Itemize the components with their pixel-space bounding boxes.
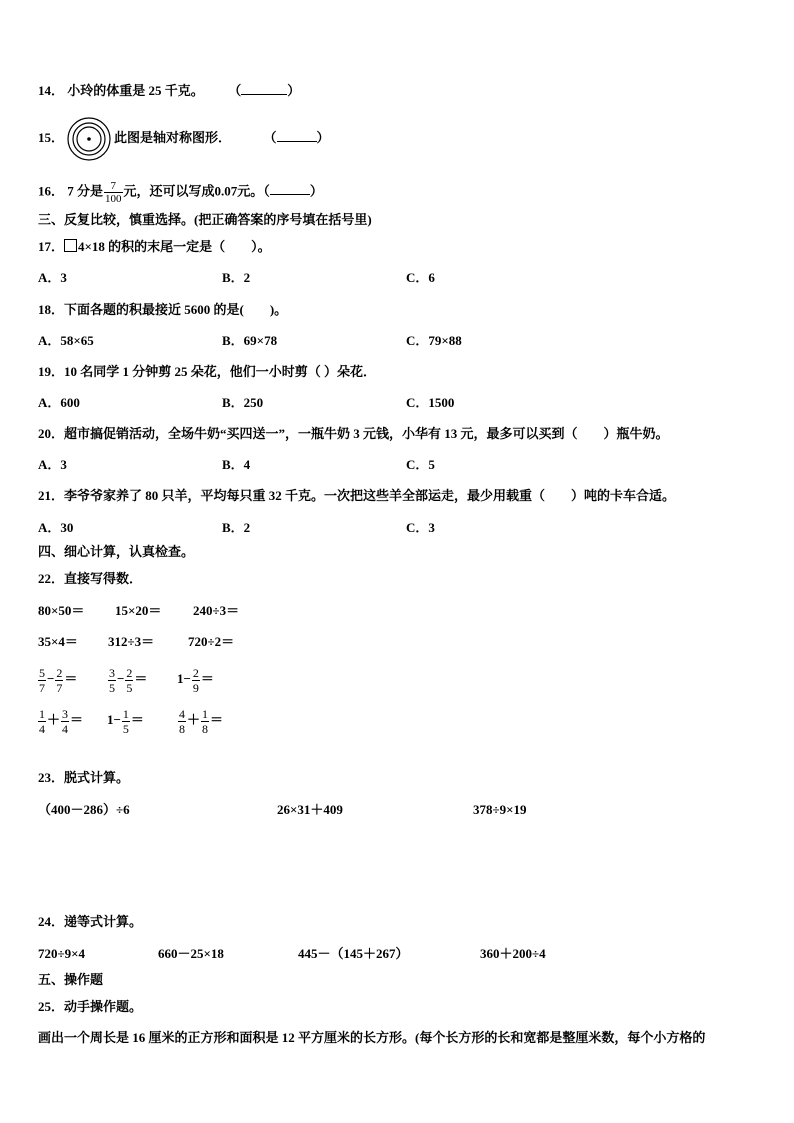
question-text: 4×18 的积的末尾一定是（ ）。	[78, 239, 271, 254]
fraction-calc-item: $\frac{1}{4}$ ＋ $\frac{3}{4}$ ＝	[39, 706, 84, 736]
question-number: 25．	[38, 999, 65, 1014]
calc-item: 240÷3＝	[193, 603, 240, 618]
question-text: 此图是轴对称图形．	[114, 130, 232, 145]
question-15	[38, 129, 64, 147]
calc-item: （400－286）÷6	[38, 802, 130, 817]
fraction-calc-item: 1− $\frac{1}{5}$ ＝	[107, 706, 144, 736]
question-number: 18．	[38, 302, 65, 317]
question-25-body: 画出一个周长是 16 厘米的正方形和面积是 12 平方厘米的长方形。(每个长方形的长和宽都是整厘米数，每个小方格的	[38, 1030, 706, 1045]
calc-item: 378÷9×19	[473, 802, 527, 817]
question-number: 15．	[38, 130, 65, 145]
answer-blank[interactable]	[277, 129, 317, 142]
calc-item: 360＋200÷4	[480, 946, 546, 961]
answer-blank[interactable]	[241, 82, 287, 95]
option-a[interactable]: A．3	[38, 457, 67, 472]
fraction-calc-item: 1− $\frac{2}{9}$ ＝	[177, 665, 214, 695]
section-3-heading: 三、反复比较，慎重选择。(把正确答案的序号填在括号里)	[38, 212, 372, 227]
option-c[interactable]: C．3	[406, 520, 435, 535]
fraction: $\frac{7}{100}$	[105, 180, 122, 205]
question-text: 超市搞促销活动，全场牛奶“买四送一”，一瓶牛奶 3 元钱，小华有 13 元，最多可以买到（ ）瓶牛奶。	[64, 426, 669, 441]
calc-item: 80×50＝	[38, 603, 85, 618]
question-24	[38, 913, 142, 931]
fraction-calc-item: $\frac{5}{7}$ − $\frac{2}{7}$ ＝	[39, 665, 78, 695]
option-b[interactable]: B．250	[222, 395, 264, 410]
question-23	[38, 769, 129, 787]
option-a[interactable]: A．30	[38, 520, 74, 535]
calc-item: 720÷9×4	[38, 946, 86, 961]
option-b[interactable]: B．2	[222, 270, 251, 285]
section-5-heading: 五、操作题	[38, 972, 104, 987]
question-text: 动手操作题。	[64, 999, 143, 1014]
question-number: 17．	[38, 239, 65, 254]
question-17	[38, 238, 271, 256]
question-20	[38, 425, 669, 443]
calc-item: 720÷2＝	[188, 634, 235, 649]
calc-item: 312÷3＝	[108, 634, 155, 649]
question-25	[38, 998, 142, 1016]
question-text: 脱式计算。	[64, 770, 130, 785]
question-number: 23．	[38, 770, 65, 785]
question-text: 递等式计算。	[64, 914, 143, 929]
option-a[interactable]: A．3	[38, 270, 67, 285]
option-c[interactable]: C．1500	[406, 395, 455, 410]
decimal-value: 0.07	[214, 183, 238, 199]
question-15-body	[114, 129, 330, 147]
paren-left: （	[263, 130, 277, 145]
calc-item: 445－（145＋267）	[298, 946, 409, 961]
section-4-heading: 四、细心计算，认真检查。	[38, 544, 195, 559]
paren-left: （	[228, 83, 242, 98]
question-text: 直接写得数．	[64, 571, 143, 586]
calc-item: 26×31＋409	[277, 802, 343, 817]
question-text: 小玲的体重是 25 千克。	[67, 83, 204, 98]
option-c[interactable]: C．79×88	[406, 333, 462, 348]
question-14	[38, 82, 300, 100]
option-c[interactable]: C．5	[406, 457, 435, 472]
calc-item: 35×4＝	[38, 634, 78, 649]
question-16: 16． 7 分是 $\frac{7}{100}$ 元，还可以写成0.07元。（ ）	[38, 180, 323, 205]
fraction-calc-item: $\frac{3}{5}$ − $\frac{2}{5}$ ＝	[109, 665, 148, 695]
question-number: 24．	[38, 914, 65, 929]
question-19	[38, 363, 376, 381]
answer-blank[interactable]	[270, 182, 310, 195]
option-a[interactable]: A．58×65	[38, 333, 94, 348]
paren-right: ）	[287, 83, 301, 98]
option-b[interactable]: B．69×78	[222, 333, 278, 348]
option-a[interactable]: A．600	[38, 395, 80, 410]
question-18	[38, 301, 287, 319]
question-number: 16．	[38, 183, 65, 199]
question-22	[38, 570, 142, 588]
question-text-pre: 7 分是	[67, 183, 104, 199]
option-b[interactable]: B．2	[222, 520, 251, 535]
question-text: 下面各题的积最接近 5600 的是( )。	[64, 302, 288, 317]
calc-item: 15×20＝	[115, 603, 162, 618]
question-number: 20．	[38, 426, 65, 441]
concentric-circles-figure	[66, 116, 112, 162]
option-b[interactable]: B．4	[222, 457, 251, 472]
question-21	[38, 487, 675, 505]
blank-box-icon	[64, 239, 77, 252]
question-text: 10 名同学 1 分钟剪 25 朵花，他们一小时剪（ ）朵花．	[64, 364, 377, 379]
question-number: 14．	[38, 83, 65, 98]
fraction-calc-item: $\frac{4}{8}$ ＋ $\frac{1}{8}$ ＝	[179, 706, 224, 736]
question-number: 19．	[38, 364, 65, 379]
question-number: 22．	[38, 571, 65, 586]
question-number: 21．	[38, 488, 65, 503]
calc-item: 660－25×18	[158, 946, 224, 961]
option-c[interactable]: C．6	[406, 270, 435, 285]
question-text: 李爷爷家养了 80 只羊，平均每只重 32 千克。一次把这些羊全部运走，最少用载重（ ）吨的卡车合适。	[64, 488, 676, 503]
paren-right: ）	[316, 130, 330, 145]
